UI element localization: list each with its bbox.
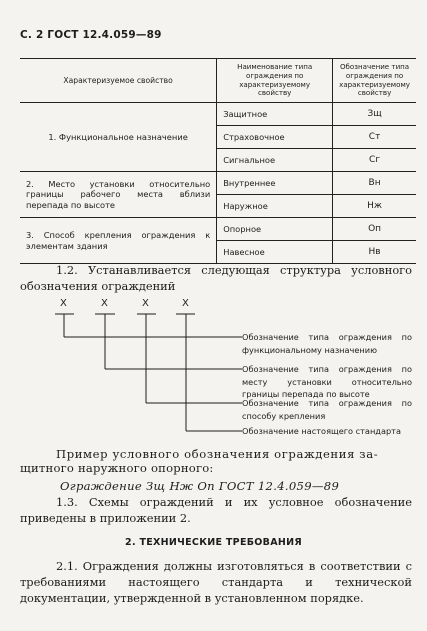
scheme-label-standard: Обозначение настоящего стандарта [242,426,401,436]
example-intro: Пример условного обозначения ограждения за- [56,447,379,461]
example-intro-continued: щитного наружного опорного: [20,461,214,475]
paragraph-2-1: 2.1. Ограждения должны изготовляться в соответствии с требованиями настоящего стандарта и технической документации, утвержденной в установленном порядке. [20,559,412,605]
scheme-mark: X [101,298,108,309]
paragraph-1-2: 1.2. Устанавливается следующая структура условного обозначения ограждений [20,263,412,293]
type-code-cell: Вн [333,172,416,195]
page-header: С. 2 ГОСТ 12.4.059—89 [20,29,162,41]
designation-scheme [0,296,427,441]
type-code-cell: Сг [333,149,416,172]
type-name-cell: Страховочное [217,126,333,149]
property-cell: 1. Функциональное назначение [20,103,217,172]
type-code-cell: Нж [333,195,416,218]
table-header-row [20,59,416,103]
table-row [20,103,416,126]
header-code: Обозначение типа ограждения по характеризуемому свойству [333,59,416,103]
property-cell: 3. Способ крепления ограждения к элементам здания [20,218,217,264]
section-2-title: 2. ТЕХНИЧЕСКИЕ ТРЕБОВАНИЯ [125,537,302,548]
table-row [20,172,416,195]
type-code-cell: Ст [333,126,416,149]
type-name-cell: Защитное [217,103,333,126]
paragraph-1-3: 1.3. Схемы ограждений и их условное обозначение приведены в приложении 2. [20,495,412,525]
header-name: Наименование типа ограждения по характеризуемому свойству [217,59,333,103]
header-property: Характеризуемое свойство [20,59,217,103]
scheme-mark: X [60,298,67,309]
example-formula: Ограждение Зщ Нж Оп ГОСТ 12.4.059—89 [60,479,340,493]
type-name-cell: Внутреннее [217,172,333,195]
type-name-cell: Опорное [217,218,333,241]
scheme-label-location: Обозначение типа ограждения по месту установки относительно границы перепада по высоте [242,364,412,399]
type-name-cell: Наружное [217,195,333,218]
type-name-cell: Навесное [217,241,333,264]
scheme-label-mounting: Обозначение типа ограждения по способу крепления [242,398,412,421]
scheme-mark: X [182,298,189,309]
type-name-cell: Сигнальное [217,149,333,172]
property-table [20,58,416,264]
scheme-label-function: Обозначение типа ограждения по функциональному назначению [242,332,412,355]
type-code-cell: Зщ [333,103,416,126]
type-code-cell: Оп [333,218,416,241]
type-code-cell: Нв [333,241,416,264]
table-row [20,218,416,241]
scheme-mark: X [142,298,149,309]
property-cell: 2. Место установки относительно границы рабочего места вблизи перепада по высоте [20,172,217,218]
